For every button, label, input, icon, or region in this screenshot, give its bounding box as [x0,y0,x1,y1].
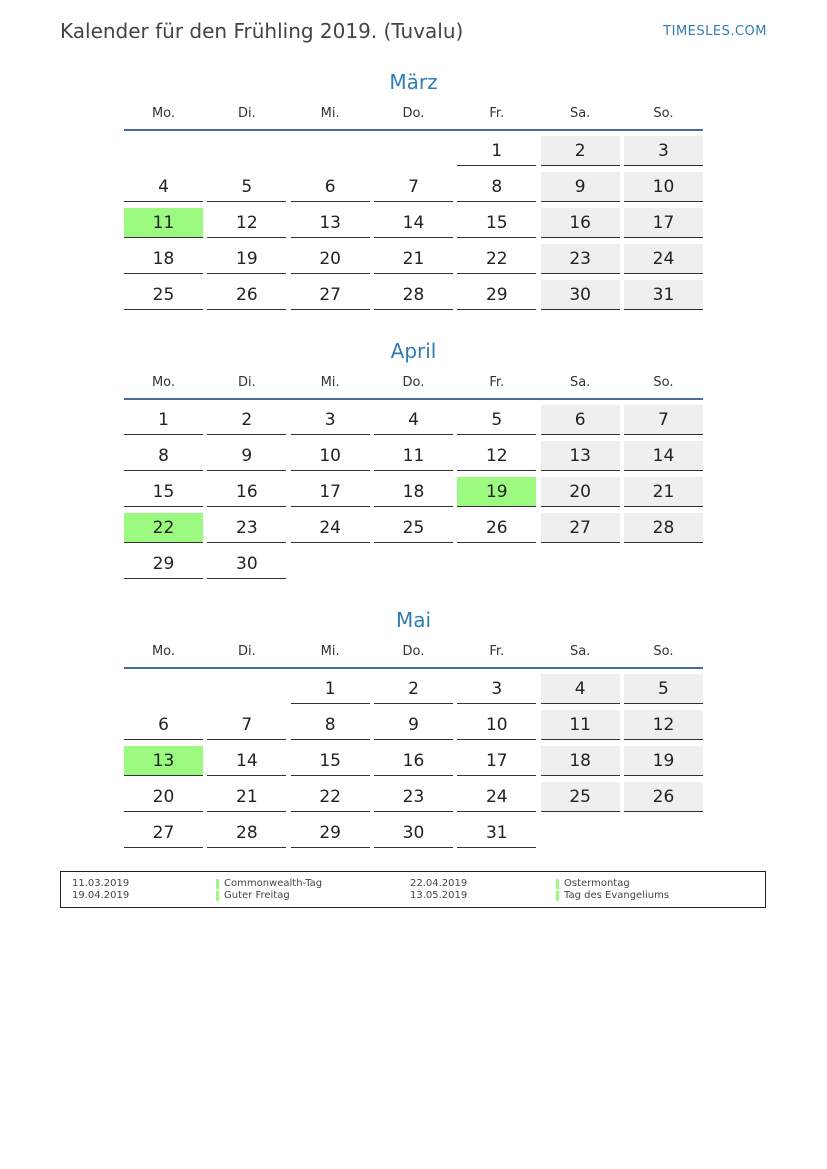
day-cell: 26 [457,513,536,543]
day-cell: 23 [541,244,620,274]
day-cell: 12 [457,441,536,471]
holiday-color-marker [216,891,219,901]
day-cell: 28 [624,513,703,543]
day-cell: 24 [624,244,703,274]
day-cell: 8 [291,710,370,740]
day-cell: 10 [624,172,703,202]
day-cell: 13 [541,441,620,471]
weekday-label: Do. [402,106,425,121]
month-may [124,606,703,848]
day-cell: 1 [124,405,203,435]
day-cell: 17 [291,477,370,507]
day-cell: 27 [124,818,203,848]
weekday-label: Fr. [489,375,505,390]
day-cell: 19 [207,244,286,274]
day-cell: 29 [124,549,203,579]
day-cell: 4 [124,172,203,202]
empty-cell [207,674,286,704]
day-cell: 11 [124,208,203,238]
day-cell: 9 [374,710,453,740]
day-cell: 2 [541,136,620,166]
day-cell: 23 [207,513,286,543]
day-cell: 20 [291,244,370,274]
day-cell: 27 [291,280,370,310]
day-cell: 22 [291,782,370,812]
legend-date: 13.05.2019 [410,890,468,901]
day-cell: 14 [207,746,286,776]
day-cell: 3 [457,674,536,704]
day-cell: 2 [207,405,286,435]
day-cell: 9 [207,441,286,471]
day-cell: 17 [624,208,703,238]
weekday-label: Fr. [489,644,505,659]
day-cell: 6 [541,405,620,435]
empty-cell [374,136,453,166]
holiday-color-marker [556,879,559,889]
day-cell: 7 [374,172,453,202]
day-cell: 10 [291,441,370,471]
day-cell: 31 [457,818,536,848]
weekday-label: Fr. [489,106,505,121]
day-cell: 18 [541,746,620,776]
day-cell: 18 [124,244,203,274]
month-name: März [389,70,438,94]
weekday-label: Mo. [151,106,176,121]
empty-cell [207,136,286,166]
day-cell: 13 [291,208,370,238]
holiday-color-marker [556,891,559,901]
day-cell: 12 [624,710,703,740]
month-march [124,68,703,310]
weekday-label: Sa. [569,644,591,659]
holiday-color-marker [216,879,219,889]
day-grid [124,136,703,310]
header-rule [124,398,703,400]
day-cell: 13 [124,746,203,776]
weekday-label: Mo. [151,644,176,659]
header-rule [124,129,703,131]
empty-cell [124,674,203,704]
weekday-label: So. [653,375,674,390]
day-cell: 30 [374,818,453,848]
day-grid [124,405,703,579]
weekday-label: Mi. [320,375,340,390]
weekday-header [124,639,703,664]
month-name: Mai [395,608,432,632]
day-cell: 21 [374,244,453,274]
day-cell: 25 [124,280,203,310]
day-cell: 16 [207,477,286,507]
weekday-label: Do. [402,375,425,390]
weekday-label: Do. [402,644,425,659]
day-cell: 23 [374,782,453,812]
day-cell: 20 [541,477,620,507]
day-cell: 4 [374,405,453,435]
day-cell: 9 [541,172,620,202]
weekday-label: Mi. [320,106,340,121]
legend-holiday-name: Tag des Evangeliums [564,890,670,901]
day-cell: 31 [624,280,703,310]
day-cell: 26 [207,280,286,310]
day-cell: 19 [457,477,536,507]
day-cell: 26 [624,782,703,812]
day-cell: 2 [374,674,453,704]
day-cell: 5 [207,172,286,202]
day-cell: 8 [457,172,536,202]
day-cell: 11 [541,710,620,740]
day-cell: 19 [624,746,703,776]
empty-cell [124,136,203,166]
legend-date: 19.04.2019 [72,890,130,901]
day-cell: 22 [457,244,536,274]
day-cell: 5 [457,405,536,435]
day-cell: 24 [457,782,536,812]
day-cell: 16 [541,208,620,238]
empty-cell [291,136,370,166]
day-cell: 29 [291,818,370,848]
day-cell: 14 [624,441,703,471]
day-cell: 14 [374,208,453,238]
day-cell: 6 [124,710,203,740]
day-cell: 24 [291,513,370,543]
day-cell: 22 [124,513,203,543]
weekday-label: Di. [237,106,256,121]
weekday-header [124,101,703,126]
day-cell: 8 [124,441,203,471]
month-name: April [390,339,437,363]
day-cell: 7 [624,405,703,435]
brand-link[interactable]: TIMESLES.COM [663,24,767,39]
weekday-label: So. [653,644,674,659]
weekday-label: Sa. [569,106,591,121]
day-cell: 29 [457,280,536,310]
day-cell: 5 [624,674,703,704]
day-cell: 6 [291,172,370,202]
legend-holiday-name: Guter Freitag [224,890,290,901]
day-cell: 30 [207,549,286,579]
legend-holiday-name: Ostermontag [564,878,630,889]
day-cell: 10 [457,710,536,740]
legend-date: 22.04.2019 [410,878,468,889]
day-grid [124,674,703,848]
weekday-label: Mo. [151,375,176,390]
day-cell: 28 [207,818,286,848]
day-cell: 30 [541,280,620,310]
weekday-label: Di. [237,375,256,390]
weekday-label: Sa. [569,375,591,390]
legend-holiday-name: Commonwealth-Tag [224,878,323,889]
legend-date: 11.03.2019 [72,878,130,889]
day-cell: 1 [291,674,370,704]
day-cell: 16 [374,746,453,776]
day-cell: 21 [207,782,286,812]
day-cell: 20 [124,782,203,812]
day-cell: 7 [207,710,286,740]
day-cell: 3 [291,405,370,435]
day-cell: 4 [541,674,620,704]
day-cell: 15 [124,477,203,507]
day-cell: 25 [541,782,620,812]
weekday-label: So. [653,106,674,121]
day-cell: 18 [374,477,453,507]
weekday-header [124,370,703,395]
weekday-label: Di. [237,644,256,659]
day-cell: 25 [374,513,453,543]
page-title: Kalender für den Frühling 2019. (Tuvalu) [60,19,464,43]
holiday-legend [60,871,766,908]
weekday-label: Mi. [320,644,340,659]
day-cell: 12 [207,208,286,238]
day-cell: 21 [624,477,703,507]
day-cell: 28 [374,280,453,310]
day-cell: 15 [291,746,370,776]
day-cell: 15 [457,208,536,238]
month-april [124,337,703,579]
day-cell: 17 [457,746,536,776]
header-rule [124,667,703,669]
day-cell: 11 [374,441,453,471]
day-cell: 27 [541,513,620,543]
day-cell: 3 [624,136,703,166]
day-cell: 1 [457,136,536,166]
